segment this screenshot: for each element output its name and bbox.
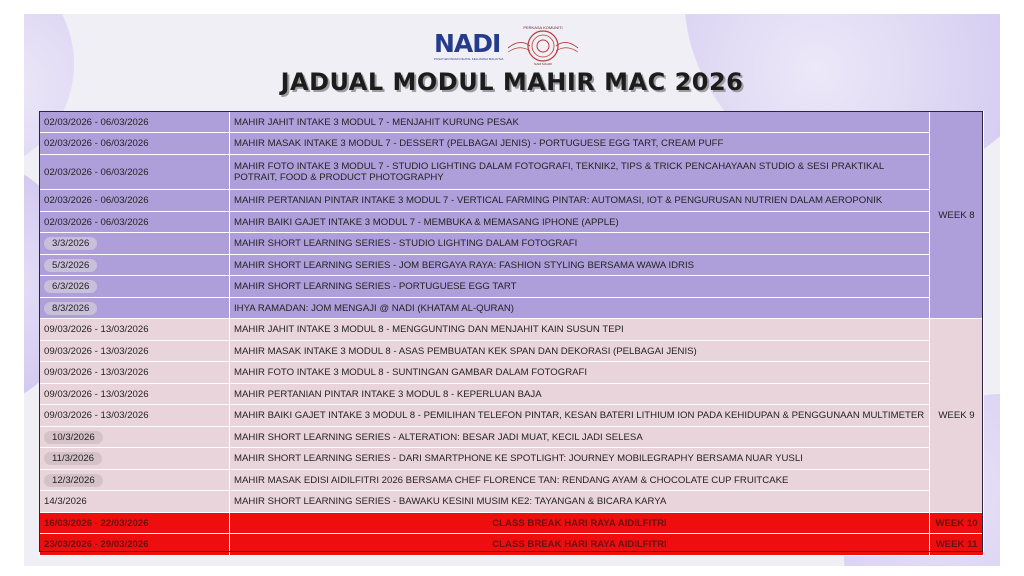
perkasa-komuniti-seal-icon [506,24,580,66]
table-row [40,155,984,190]
module-cell: MAHIR FOTO INTAKE 3 MODUL 7 - STUDIO LIGHTING DALAM FOTOGRAFI, TEKNIK2, TIPS & TRICK PENCAHAYAAN STUDIO & SESI PRAKTIKAL POTRAIT, FOOD & PRODUCT PHOTOGRAPHY [230,155,930,190]
table-row [40,448,984,470]
week-label: WEEK 11 [930,534,984,556]
date-cell: 09/03/2026 - 13/03/2026 [40,341,230,362]
date-badge: 8/3/2026 [44,302,97,315]
table-row [40,133,984,155]
module-cell: MAHIR PERTANIAN PINTAR INTAKE 3 MODUL 8 - KEPERLUAN BAJA [230,384,930,405]
table-row [40,427,984,448]
seal-bottom-text: NADI MAHIR [534,62,552,66]
table-row [40,362,984,384]
table-row [40,255,984,276]
seal-top-text: PERKASA KOMUNITI [523,25,563,30]
page-title: JADUAL MODUL MAHIR MAC 2026 [280,68,744,96]
table-row [40,112,984,133]
table-row [40,405,984,427]
module-cell: MAHIR SHORT LEARNING SERIES - JOM BERGAYA RAYA: FASHION STYLING BERSAMA WAWA IDRIS [230,255,930,276]
date-cell: 09/03/2026 - 13/03/2026 [40,319,230,341]
date-cell: 02/03/2026 - 06/03/2026 [40,155,230,190]
module-cell: MAHIR BAIKI GAJET INTAKE 3 MODUL 7 - MEMBUKA & MEMASANG IPHONE (APPLE) [230,212,930,233]
week-label: WEEK 9 [930,319,984,513]
date-cell: 14/3/2026 [40,491,230,513]
table-row-break [40,513,984,534]
date-cell: 02/03/2026 - 06/03/2026 [40,190,230,212]
module-cell: CLASS BREAK HARI RAYA AIDILFITRI [230,534,930,556]
date-badge: 5/3/2026 [44,259,97,272]
date-cell: 02/03/2026 - 06/03/2026 [40,212,230,233]
date-badge: 11/3/2026 [44,452,102,465]
module-cell: MAHIR SHORT LEARNING SERIES - ALTERATION: BESAR JADI MUAT, KECIL JADI SELESA [230,427,930,448]
table-row [40,341,984,362]
module-cell: MAHIR SHORT LEARNING SERIES - DARI SMARTPHONE KE SPOTLIGHT: JOURNEY MOBILEGRAPHY BERSAMA NUAR YUSLI [230,448,930,470]
date-cell: 09/03/2026 - 13/03/2026 [40,362,230,384]
module-cell: IHYA RAMADAN: JOM MENGAJI @ NADI (KHATAM AL-QURAN) [230,298,930,319]
date-badge: 10/3/2026 [44,431,103,444]
week-label: WEEK 8 [930,112,984,319]
module-cell: MAHIR MASAK EDISI AIDILFITRI 2026 BERSAMA CHEF FLORENCE TAN: RENDANG AYAM & CHOCOLATE CUP FRUITCAKE [230,470,930,491]
nadi-logo-text: NADI [434,29,501,58]
date-badge: 12/3/2026 [44,474,103,487]
schedule-table [39,111,984,556]
date-badge: 6/3/2026 [44,280,97,293]
week-label: WEEK 10 [930,513,984,534]
table-row [40,470,984,491]
table-row [40,212,984,233]
module-cell: MAHIR SHORT LEARNING SERIES - STUDIO LIGHTING DALAM FOTOGRAFI [230,233,930,255]
table-row [40,298,984,319]
table-row [40,384,984,405]
table-row [40,190,984,212]
nadi-logo [434,29,504,61]
nadi-logo-subtext: PUSAT EKONOMI DIGITAL KELUARGA MALAYSIA [434,57,504,61]
module-cell: MAHIR SHORT LEARNING SERIES - BAWAKU KESINI MUSIM KE2: TAYANGAN & BICARA KARYA [230,491,930,513]
module-cell: MAHIR MASAK INTAKE 3 MODUL 7 - DESSERT (PELBAGAI JENIS) - PORTUGUESE EGG TART, CREAM PUFF [230,133,930,155]
table-row-break [40,534,984,556]
date-badge: 3/3/2026 [44,237,97,250]
table-row [40,276,984,298]
module-cell: MAHIR JAHIT INTAKE 3 MODUL 7 - MENJAHIT KURUNG PESAK [230,112,930,133]
table-row [40,319,984,341]
date-cell: 09/03/2026 - 13/03/2026 [40,384,230,405]
table-row [40,233,984,255]
date-cell: 09/03/2026 - 13/03/2026 [40,405,230,427]
module-cell: CLASS BREAK HARI RAYA AIDILFITRI [230,513,930,534]
module-cell: MAHIR FOTO INTAKE 3 MODUL 8 - SUNTINGAN GAMBAR DALAM FOTOGRAFI [230,362,930,384]
module-cell: MAHIR JAHIT INTAKE 3 MODUL 8 - MENGGUNTING DAN MENJAHIT KAIN SUSUN TEPI [230,319,930,341]
module-cell: MAHIR SHORT LEARNING SERIES - PORTUGUESE EGG TART [230,276,930,298]
module-cell: MAHIR PERTANIAN PINTAR INTAKE 3 MODUL 7 - VERTICAL FARMING PINTAR: AUTOMASI, IOT & PENGURUSAN NUTRIEN DALAM AEROPONIK [230,190,930,212]
date-cell: 23/03/2026 - 29/03/2026 [40,534,230,556]
date-cell: 02/03/2026 - 06/03/2026 [40,133,230,155]
date-cell: 02/03/2026 - 06/03/2026 [40,112,230,133]
module-cell: MAHIR BAIKI GAJET INTAKE 3 MODUL 8 - PEMILIHAN TELEFON PINTAR, KESAN BATERI LITHIUM ION PADA KEHIDUPAN & PENGGUNAAN MULTIMETER [230,405,930,427]
module-cell: MAHIR MASAK INTAKE 3 MODUL 8 - ASAS PEMBUATAN KEK SPAN DAN DEKORASI (PELBAGAI JENIS) [230,341,930,362]
date-cell: 16/03/2026 - 22/03/2026 [40,513,230,534]
table-row [40,491,984,513]
